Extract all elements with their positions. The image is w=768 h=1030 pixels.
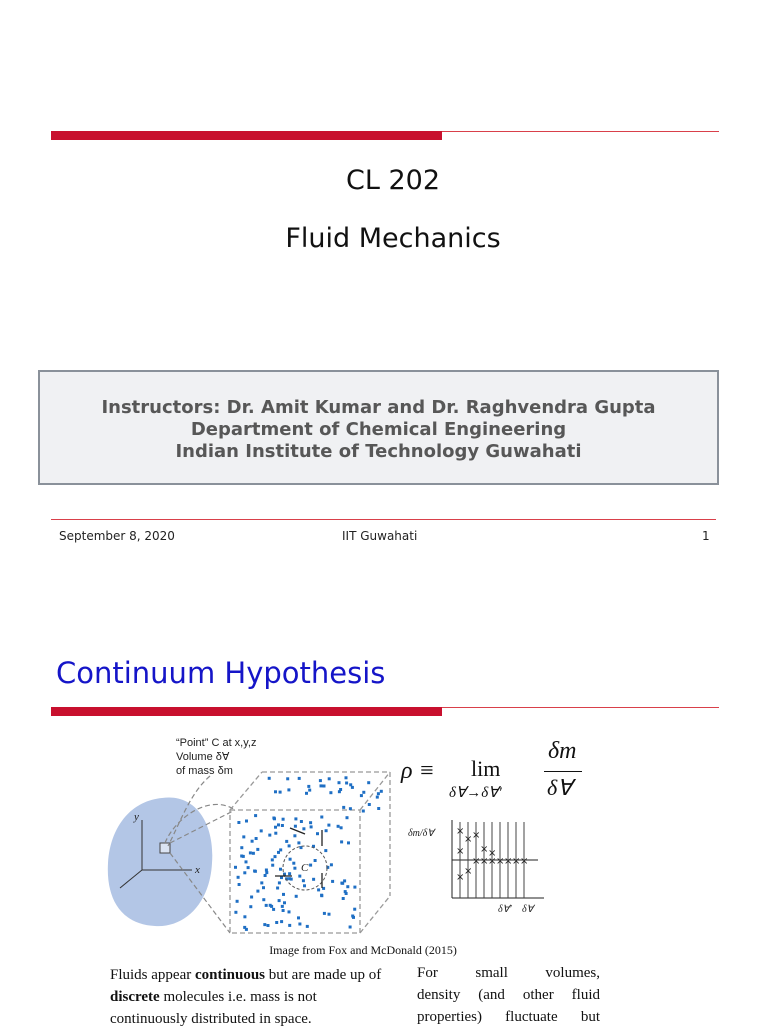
molecule-dot [275, 921, 278, 924]
molecule-dot [276, 887, 279, 890]
molecule-dot [256, 848, 259, 851]
footer-institution: IIT Guwahati [342, 529, 418, 543]
molecule-dot [298, 875, 301, 878]
molecule-dot [289, 858, 292, 861]
molecule-dot [283, 901, 286, 904]
molecule-dot [288, 844, 291, 847]
molecule-dot [250, 896, 253, 899]
point-c-label: C [301, 862, 309, 874]
header-accent-bar [51, 131, 442, 140]
molecule-dot [260, 881, 263, 884]
molecule-dot [306, 925, 309, 928]
molecule-dot [346, 885, 349, 888]
molecule-dot [319, 779, 322, 782]
course-name: Fluid Mechanics [285, 223, 501, 254]
molecule-dot [260, 829, 263, 832]
molecule-dot [288, 910, 291, 913]
molecule-dot [298, 777, 301, 780]
molecule-dot [282, 909, 285, 912]
molecule-dot [247, 866, 250, 869]
molecule-dot [243, 915, 246, 918]
molecule-dot [262, 898, 265, 901]
molecule-dot [345, 776, 348, 779]
molecule-dot [265, 904, 268, 907]
svg-text:×: × [504, 856, 513, 867]
molecule-dot [242, 835, 245, 838]
molecule-dot [268, 834, 271, 837]
fluid-blob [108, 797, 212, 926]
molecule-dot [362, 810, 365, 813]
molecule-dot [238, 883, 241, 886]
equation-lhs: ρ ≡ [401, 758, 435, 784]
molecule-dot [349, 926, 352, 929]
molecule-dot [251, 840, 254, 843]
molecule-dot [316, 832, 319, 835]
figure-caption: Image from Fox and McDonald (2015) [269, 943, 457, 957]
molecule-dot [274, 832, 277, 835]
slide-title: Continuum Hypothesis [56, 656, 386, 690]
volume-label: Volume δ∀ [176, 751, 230, 763]
molecule-dot [353, 908, 356, 911]
molecule-dot [303, 884, 306, 887]
molecule-dot [249, 851, 252, 854]
molecule-dot [278, 881, 281, 884]
graph-x-label-2: δ∀ [522, 904, 534, 915]
point-label: “Point” C at x,y,z [176, 737, 257, 749]
header-rule [442, 131, 719, 132]
molecule-dot [293, 867, 296, 870]
molecule-dot [298, 923, 301, 926]
molecule-dot [271, 858, 274, 861]
molecule-dot [308, 789, 311, 792]
molecule-dot [345, 892, 348, 895]
molecule-dot [288, 877, 291, 880]
institute-line: Indian Institute of Technology Guwahati [175, 441, 582, 462]
density-fluctuation-graph [406, 812, 554, 920]
molecule-dot [353, 886, 356, 889]
fraction-bar [544, 771, 582, 772]
footer-rule [51, 519, 716, 520]
molecule-dot [288, 872, 291, 875]
svg-text:×: × [464, 866, 473, 877]
molecule-dot [323, 912, 326, 915]
molecule-dot [338, 781, 341, 784]
molecule-dot [267, 924, 270, 927]
molecule-dot [347, 841, 350, 844]
page-number: 1 [702, 529, 710, 543]
molecule-dot [274, 826, 277, 829]
molecule-dot [367, 781, 370, 784]
molecule-dot [243, 926, 246, 929]
molecule-dot [320, 816, 323, 819]
molecule-dot [279, 791, 282, 794]
molecule-dot [264, 874, 267, 877]
molecule-dot [320, 894, 323, 897]
molecule-dot [274, 855, 277, 858]
molecule-dot [337, 825, 340, 828]
molecule-dot [272, 908, 275, 911]
svg-text:×: × [480, 856, 489, 867]
course-code: CL 202 [345, 165, 440, 196]
molecule-dot [323, 785, 326, 788]
molecule-dot [312, 878, 315, 881]
molecule-dot [346, 816, 349, 819]
molecule-dot [254, 814, 257, 817]
molecule-dot [274, 790, 277, 793]
molecule-dot [339, 788, 342, 791]
svg-text:×: × [488, 856, 497, 867]
molecule-dot [340, 840, 343, 843]
molecule-dot [349, 783, 352, 786]
molecule-dot [256, 890, 259, 893]
axis-y-label: y [134, 811, 139, 823]
svg-text:×: × [472, 856, 481, 867]
molecule-dot [297, 841, 300, 844]
molecule-dot [292, 862, 295, 865]
molecule-dot [273, 817, 276, 820]
molecule-dot [243, 871, 246, 874]
molecule-dot [317, 888, 320, 891]
molecule-dot [288, 924, 291, 927]
molecule-dot [307, 785, 310, 788]
molecule-dot [249, 905, 252, 908]
equation-lim: lim [471, 756, 501, 781]
molecule-dot [245, 820, 248, 823]
molecule-dot [314, 859, 317, 862]
molecule-dot [331, 880, 334, 883]
molecule-dot [380, 790, 383, 793]
molecule-dot [342, 806, 345, 809]
molecule-dot [297, 916, 300, 919]
molecule-dot [281, 905, 284, 908]
molecule-dot [327, 824, 330, 827]
svg-text:×: × [512, 856, 521, 867]
molecule-dot [287, 788, 290, 791]
svg-text:×: × [456, 826, 465, 837]
instructor-box [38, 370, 719, 485]
molecule-dot [302, 879, 305, 882]
molecule-dot [324, 849, 327, 852]
molecule-dot [376, 796, 379, 799]
molecule-dot [343, 879, 346, 882]
department-line: Department of Chemical Engineering [190, 419, 567, 440]
svg-text:×: × [472, 830, 481, 841]
axis-x-label: x [195, 864, 200, 876]
molecule-dot [368, 803, 371, 806]
molecule-dot [320, 784, 323, 787]
molecule-dot [351, 786, 354, 789]
svg-text:×: × [480, 844, 489, 855]
molecule-dot [305, 792, 308, 795]
svg-text:×: × [464, 834, 473, 845]
molecule-dot [285, 840, 288, 843]
molecule-dot [268, 777, 271, 780]
svg-text:×: × [496, 856, 505, 867]
molecule-dot [340, 882, 343, 885]
svg-text:×: × [456, 872, 465, 883]
svg-text:×: × [456, 846, 465, 857]
molecule-dot [234, 866, 237, 869]
molecule-dot [377, 807, 380, 810]
molecule-dot [279, 868, 282, 871]
equation-numerator: δm [548, 738, 577, 764]
continuum-figure [100, 728, 400, 938]
molecule-dot [293, 834, 296, 837]
molecule-dot [282, 818, 285, 821]
right-paragraph: For small volumes, density (and other fluid properties) fluctuate but [417, 965, 600, 1025]
molecule-dot [342, 897, 345, 900]
molecule-dot [325, 829, 328, 832]
molecule-dot [278, 899, 281, 902]
molecule-dot [270, 905, 273, 908]
molecule-dot [328, 777, 331, 780]
molecule-dot [281, 824, 284, 827]
equation-lim-subscript: δ∀→δ∀′ [449, 785, 502, 801]
molecule-dot [329, 791, 332, 794]
footer-date: September 8, 2020 [59, 529, 175, 543]
molecule-dot [328, 913, 331, 916]
molecule-dot [252, 852, 255, 855]
molecule-dot [345, 782, 348, 785]
molecule-dot [277, 823, 280, 826]
molecule-dot [349, 807, 352, 810]
molecule-dot [309, 864, 312, 867]
molecule-dot [340, 826, 343, 829]
molecule-dot [360, 794, 363, 797]
molecule-dot [253, 870, 256, 873]
molecule-dot [245, 860, 248, 863]
molecule-dot [300, 820, 303, 823]
molecule-dot [265, 869, 268, 872]
molecule-dot [362, 791, 365, 794]
svg-text:×: × [488, 848, 497, 859]
molecule-dot [309, 821, 312, 824]
graph-y-label: δm/δ∀ [408, 828, 435, 839]
molecule-dot [294, 817, 297, 820]
svg-text:×: × [520, 856, 529, 867]
graph-x-label-1: δ∀′ [498, 904, 512, 915]
molecule-dot [236, 900, 239, 903]
molecule-dot [295, 895, 298, 898]
molecule-dot [330, 863, 333, 866]
molecule-dot [263, 923, 266, 926]
title-accent-bar [51, 707, 442, 716]
molecule-dot [282, 893, 285, 896]
molecule-dot [271, 864, 274, 867]
molecule-dot [265, 871, 268, 874]
instructors-line: Instructors: Dr. Amit Kumar and Dr. Raghvendra Gupta [101, 397, 656, 418]
molecule-dot [302, 827, 305, 830]
molecule-dot [286, 777, 289, 780]
molecule-dot [240, 855, 243, 858]
molecule-dot [294, 825, 297, 828]
title-rule [442, 707, 719, 708]
molecule-dot [240, 846, 243, 849]
molecule-dot [310, 825, 313, 828]
molecule-dot [377, 792, 380, 795]
molecule-dot [237, 821, 240, 824]
left-paragraph: Fluids appear continuous but are made up of discrete molecules i.e. mass is not continuously distributed in space. [110, 967, 382, 1027]
molecule-dot [237, 876, 240, 879]
molecule-dot [351, 915, 354, 918]
molecule-dot [234, 911, 237, 914]
molecule-dot [255, 837, 258, 840]
molecule-dot [262, 886, 265, 889]
molecule-dot [280, 920, 283, 923]
molecule-dot [279, 848, 282, 851]
mass-label: of mass δm [176, 765, 233, 777]
equation-denominator: δ∀ [547, 775, 573, 800]
